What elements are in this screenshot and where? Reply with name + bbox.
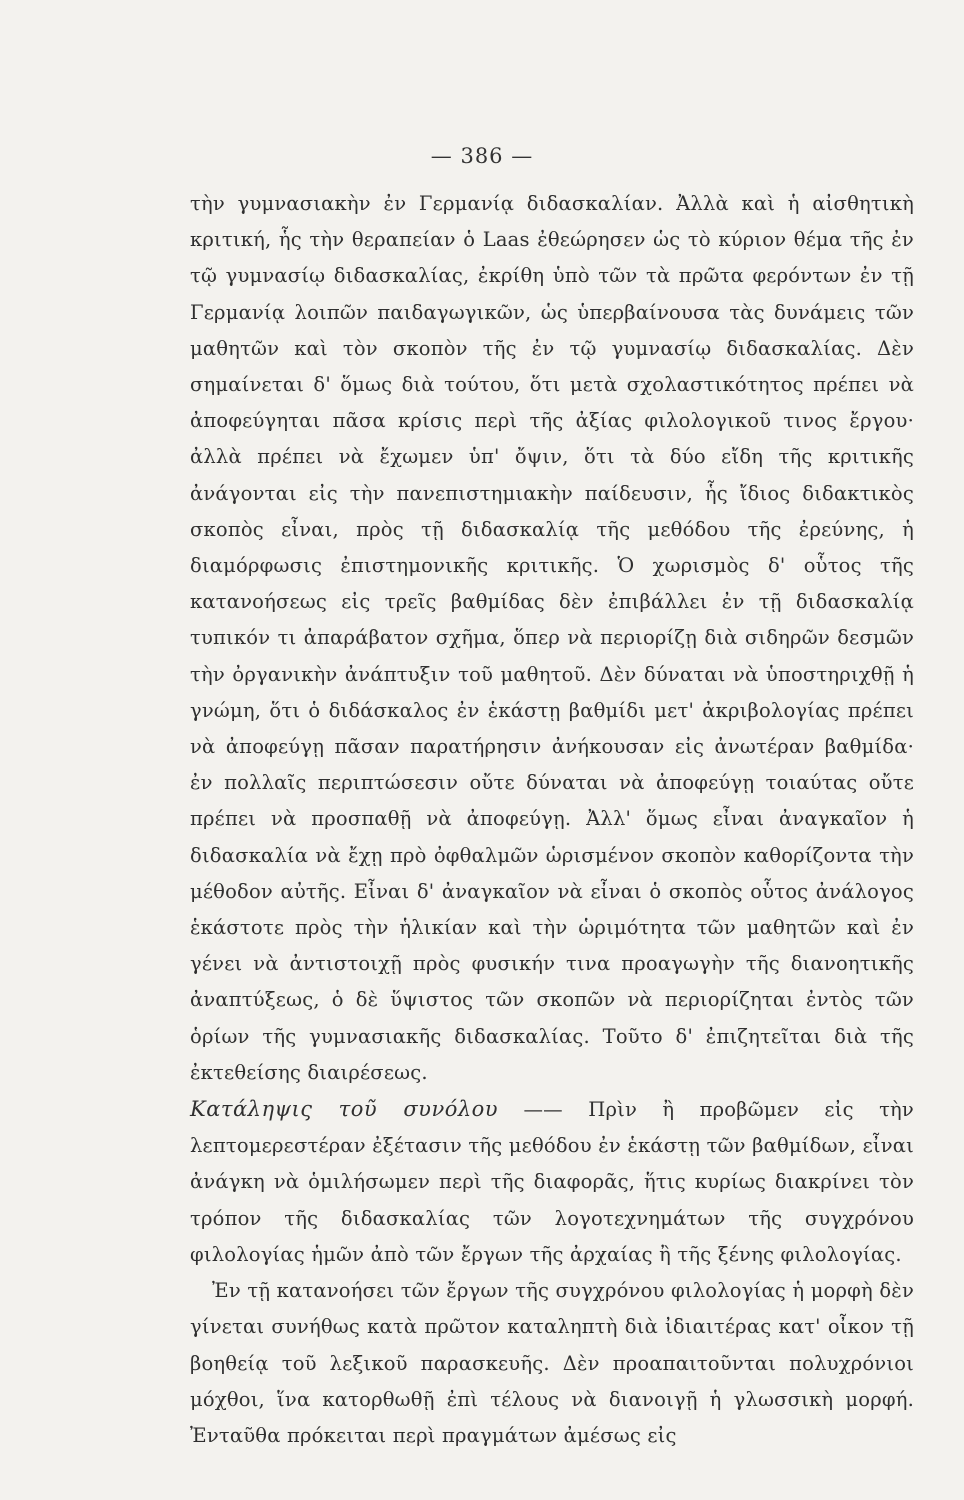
paragraph-3: Ἐν τῇ κατανοήσει τῶν ἔργων τῆς συγχρόνου φιλολογίας ἡ μορφὴ δὲν γίνεται συνήθως κατὰ πρῶτον καταληπτὴ διὰ ἰδιαιτέρας κατ' οἶκον τῇ βοηθείᾳ τοῦ λεξικοῦ παρασκευῆς. Δὲν προαπαιτοῦνται πολυχρόνιοι μόχθοι, ἵνα κατορθωθῇ ἐπὶ τέλους νὰ διανοιγῇ ἡ γλωσσικὴ μορφή. Ἐνταῦθα πρόκειται περὶ πραγμάτων ἀμέσως εἰς <box>190 1279 914 1447</box>
body-text <box>190 186 914 1454</box>
page-number: — 386 — <box>430 144 534 168</box>
paragraph-1: τὴν γυμνασιακὴν ἐν Γερμανίᾳ διδασκαλίαν. Ἀλλὰ καὶ ἡ αἰσθητικὴ κριτική, ἧς τὴν θεραπείαν ὁ Laas ἐθεώρησεν ὡς τὸ κύριον θέμα τῆς ἐν τῷ γυμνασίῳ διδασκαλίας, ἐκρίθη ὑπὸ τῶν τὰ πρῶτα φερόντων ἐν τῇ Γερμανίᾳ λοιπῶν παιδαγωγικῶν, ὡς ὑπερβαίνουσα τὰς δυνάμεις τῶν μαθητῶν καὶ τὸν σκοπὸν τῆς ἐν τῷ γυμνασίῳ διδασκαλίας. Δὲν σημαίνεται δ' ὅμως διὰ τούτου, ὅτι μετὰ σχολαστικότητος πρέπει νὰ ἀποφεύγηται πᾶσα κρίσις περὶ τῆς ἀξίας φιλολογικοῦ τινος ἔργου· ἀλλὰ πρέπει νὰ ἔχωμεν ὑπ' ὄψιν, ὅτι τὰ δύο εἴδη τῆς κριτικῆς ἀνάγονται εἰς τὴν πανεπιστημιακὴν παίδευσιν, ἧς ἴδιος διδακτικὸς σκοπὸς εἶναι, πρὸς τῇ διδασκαλίᾳ τῆς μεθόδου τῆς ἐρεύνης, ἡ διαμόρφωσις ἐπιστημονικῆς κριτικῆς. Ὁ χωρισμὸς δ' οὗτος τῆς κατανοήσεως εἰς τρεῖς βαθμίδας δὲν ἐπιβάλλει ἐν τῇ διδασκαλίᾳ τυπικόν τι ἀπαράβατον σχῆμα, ὅπερ νὰ περιορίζῃ διὰ σιδηρῶν δεσμῶν τὴν ὀργανικὴν ἀνάπτυξιν τοῦ μαθητοῦ. Δὲν δύναται νὰ ὑποστηριχθῇ ἡ γνώμη, ὅτι ὁ διδάσκαλος ἐν ἑκάστῃ βαθμίδι μετ' ἀκριβολογίας πρέπει νὰ ἀποφεύγῃ πᾶσαν παρατήρησιν ἀνήκουσαν εἰς ἀνωτέραν βαθμίδα· ἐν πολλαῖς περιπτώσεσιν οὔτε δύναται νὰ ἀποφεύγῃ τοιαύτας οὔτε πρέπει νὰ προσπαθῇ νὰ ἀποφεύγῃ. Ἀλλ' ὅμως εἶναι ἀναγκαῖον ἡ διδασκαλία νὰ ἔχῃ πρὸ ὀφθαλμῶν ὡρισμένον σκοπὸν καθορίζοντα τὴν μέθοδον αὐτῆς. Εἶναι δ' ἀναγκαῖον νὰ εἶναι ὁ σκοπὸς οὗτος ἀνάλογος ἑκάστοτε πρὸς τὴν ἡλικίαν καὶ τὴν ὡριμότητα τῶν μαθητῶν καὶ ἐν γένει νὰ ἀντιστοιχῇ πρὸς φυσικήν τινα προαγωγὴν τῆς διανοητικῆς ἀναπτύξεως, ὁ δὲ ὕψιστος τῶν σκοπῶν νὰ περιορίζηται ἐντὸς τῶν ὁρίων τῆς γυμνασιακῆς διδασκαλίας. Τοῦτο δ' ἐπιζητεῖται διὰ τῆς ἐκτεθείσης διαιρέσεως. <box>190 192 914 1084</box>
heading-dash: —— <box>498 1098 589 1122</box>
paragraph-2-text: Πρὶν ἢ προβῶμεν εἰς τὴν λεπτομερεστέραν ἐξέτασιν τῆς μεθόδου ἐν ἑκάστῃ τῶν βαθμίδων, εἶναι ἀνάγκη νὰ ὁμιλήσωμεν περὶ τῆς διαφορᾶς, ἥτις κυρίως διακρίνει τὸν τρόπον τῆς διδασκαλίας τῶν λογοτεχνημάτων τῆς συγχρόνου φιλολογίας ἡμῶν ἀπὸ τῶν ἔργων τῆς ἀρχαίας ἢ τῆς ξένης φιλολογίας. <box>190 1098 914 1266</box>
paragraph-2 <box>190 1091 914 1273</box>
section-heading: Κατάληψις τοῦ συνόλου <box>190 1097 499 1122</box>
